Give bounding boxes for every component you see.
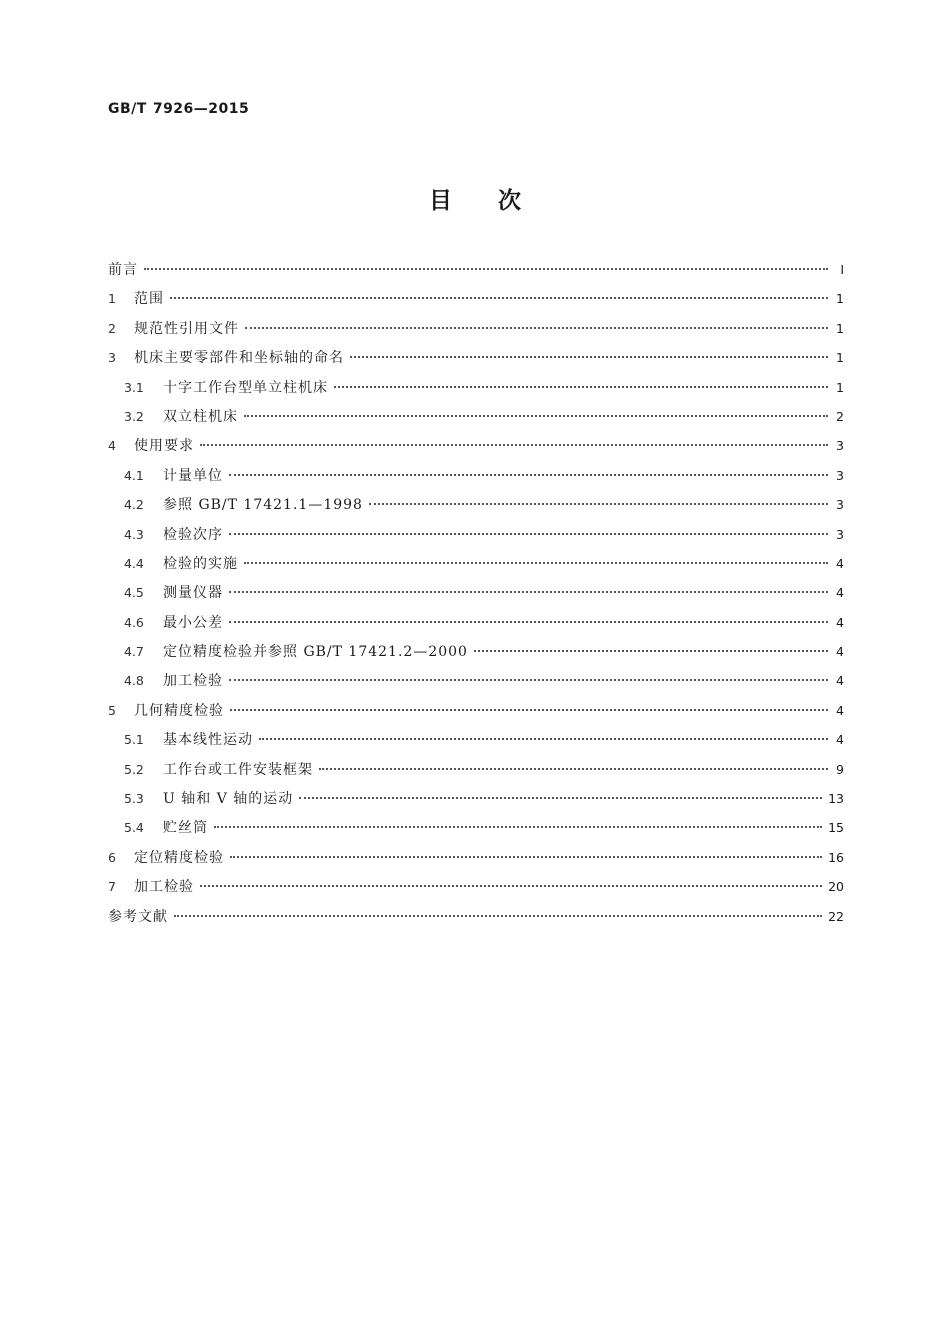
toc-entry[interactable] (108, 788, 844, 817)
toc-entry-page: 15 (828, 820, 844, 836)
toc-entry-label: 基本线性运动 (163, 732, 253, 749)
table-of-contents (108, 259, 844, 935)
toc-entry-label: 定位精度检验 (134, 849, 224, 866)
toc-entry-number: 1 (108, 291, 116, 307)
dot-leader (299, 797, 822, 799)
toc-entry-number: 3.1 (124, 379, 144, 395)
dot-leader (259, 738, 828, 740)
toc-entry-number: 4.1 (124, 467, 144, 483)
toc-entry[interactable] (108, 347, 844, 376)
toc-entry-page: 16 (828, 849, 844, 865)
toc-entry-page: 3 (836, 438, 844, 454)
toc-entry[interactable] (108, 494, 844, 523)
dot-leader (230, 709, 828, 711)
toc-entry-label: 最小公差 (163, 614, 223, 631)
toc-entry-page: 4 (836, 644, 844, 660)
toc-entry-label: 规范性引用文件 (134, 320, 239, 337)
toc-entry-page: Ⅰ (840, 262, 844, 277)
dot-leader (144, 268, 828, 270)
toc-entry-label: 加工检验 (134, 879, 194, 896)
toc-entry-page: 13 (828, 791, 844, 807)
dot-leader (229, 533, 828, 535)
toc-entry-number: 2 (108, 320, 116, 336)
toc-entry-number: 5.2 (124, 761, 144, 777)
toc-entry[interactable] (108, 288, 844, 317)
toc-entry-label: 参考文献 (108, 908, 168, 925)
toc-entry-page: 20 (828, 879, 844, 895)
toc-entry[interactable] (108, 582, 844, 611)
toc-entry[interactable] (108, 465, 844, 494)
dot-leader (214, 826, 822, 828)
toc-entry[interactable] (108, 318, 844, 347)
toc-entry-page: 9 (836, 761, 844, 777)
toc-entry[interactable] (108, 759, 844, 788)
toc-entry-number: 5.3 (124, 791, 144, 807)
toc-entry-number: 6 (108, 849, 116, 865)
toc-entry-label: U 轴和 V 轴的运动 (163, 791, 294, 808)
document-code (108, 101, 249, 117)
toc-entry-number: 4.2 (124, 497, 144, 513)
toc-entry-label: 参照 GB/T 17421.1—1998 (163, 497, 363, 514)
toc-entry-page: 3 (836, 497, 844, 513)
dot-leader (200, 444, 828, 446)
toc-entry[interactable] (108, 612, 844, 641)
toc-entry-page: 1 (836, 379, 844, 395)
toc-entry-page: 4 (836, 585, 844, 601)
page-title (0, 182, 950, 215)
toc-entry-number: 3 (108, 350, 116, 366)
toc-entry[interactable] (108, 435, 844, 464)
toc-entry-label: 使用要求 (134, 438, 194, 455)
toc-entry[interactable] (108, 729, 844, 758)
toc-entry[interactable] (108, 259, 844, 288)
toc-entry-label: 十字工作台型单立柱机床 (163, 379, 328, 396)
toc-entry-number: 4.4 (124, 555, 144, 571)
toc-entry-number: 4 (108, 438, 116, 454)
dot-leader (244, 562, 828, 564)
dot-leader (174, 915, 822, 917)
toc-entry-label: 贮丝筒 (163, 820, 208, 837)
toc-entry-label: 测量仪器 (163, 585, 223, 602)
toc-entry-number: 5.4 (124, 820, 144, 836)
standard-number: 7926—2015 (152, 101, 250, 117)
toc-entry-number: 3.2 (124, 408, 144, 424)
toc-entry[interactable] (108, 524, 844, 553)
toc-entry-label: 工作台或工件安装框架 (163, 761, 313, 778)
toc-entry-label: 定位精度检验并参照 GB/T 17421.2—2000 (163, 644, 468, 661)
toc-entry-page: 4 (836, 555, 844, 571)
toc-entry-label: 几何精度检验 (134, 702, 224, 719)
toc-entry-label: 范围 (134, 291, 164, 308)
toc-entry-page: 4 (836, 732, 844, 748)
toc-entry-number: 4.5 (124, 585, 144, 601)
toc-entry-number: 4.7 (124, 644, 144, 660)
dot-leader (319, 768, 828, 770)
dot-leader (369, 503, 828, 505)
toc-entry-page: 3 (836, 526, 844, 542)
toc-entry-number: 4.6 (124, 614, 144, 630)
dot-leader (229, 621, 828, 623)
title-char-1: 目 (429, 187, 452, 214)
title-char-2: 次 (498, 187, 521, 214)
toc-entry-label: 加工检验 (163, 673, 223, 690)
toc-entry-number: 4.3 (124, 526, 144, 542)
toc-entry[interactable] (108, 641, 844, 670)
toc-entry-number: 5 (108, 702, 116, 718)
dot-leader (245, 327, 828, 329)
toc-entry-page: 4 (836, 673, 844, 689)
toc-entry[interactable] (108, 817, 844, 846)
toc-entry-number: 4.8 (124, 673, 144, 689)
dot-leader (334, 386, 828, 388)
toc-entry[interactable] (108, 847, 844, 876)
toc-entry-page: 1 (836, 320, 844, 336)
toc-entry[interactable] (108, 700, 844, 729)
toc-entry-number: 7 (108, 879, 116, 895)
dot-leader (244, 415, 828, 417)
toc-entry-label: 双立柱机床 (163, 408, 238, 425)
toc-entry-label: 机床主要零部件和坐标轴的命名 (134, 350, 344, 367)
dot-leader (229, 474, 828, 476)
toc-entry-page: 4 (836, 614, 844, 630)
toc-entry-page: 2 (836, 408, 844, 424)
dot-leader (200, 885, 822, 887)
toc-entry-label: 计量单位 (163, 467, 223, 484)
toc-entry-label: 检验次序 (163, 526, 223, 543)
toc-entry[interactable] (108, 876, 844, 905)
dot-leader (229, 591, 828, 593)
toc-entry-page: 1 (836, 291, 844, 307)
toc-entry[interactable] (108, 906, 844, 935)
dot-leader (474, 650, 828, 652)
standard-prefix: GB/T (108, 101, 147, 117)
toc-entry-number: 5.1 (124, 732, 144, 748)
toc-entry[interactable] (108, 670, 844, 699)
dot-leader (350, 356, 828, 358)
dot-leader (229, 679, 828, 681)
dot-leader (230, 856, 822, 858)
toc-entry-page: 1 (836, 350, 844, 366)
dot-leader (170, 297, 828, 299)
toc-entry-page: 22 (828, 908, 844, 924)
toc-entry[interactable] (108, 377, 844, 406)
toc-entry-label: 检验的实施 (163, 555, 238, 572)
toc-entry[interactable] (108, 553, 844, 582)
toc-entry-page: 4 (836, 702, 844, 718)
toc-entry-page: 3 (836, 467, 844, 483)
toc-entry[interactable] (108, 406, 844, 435)
toc-entry-label: 前言 (108, 262, 138, 278)
